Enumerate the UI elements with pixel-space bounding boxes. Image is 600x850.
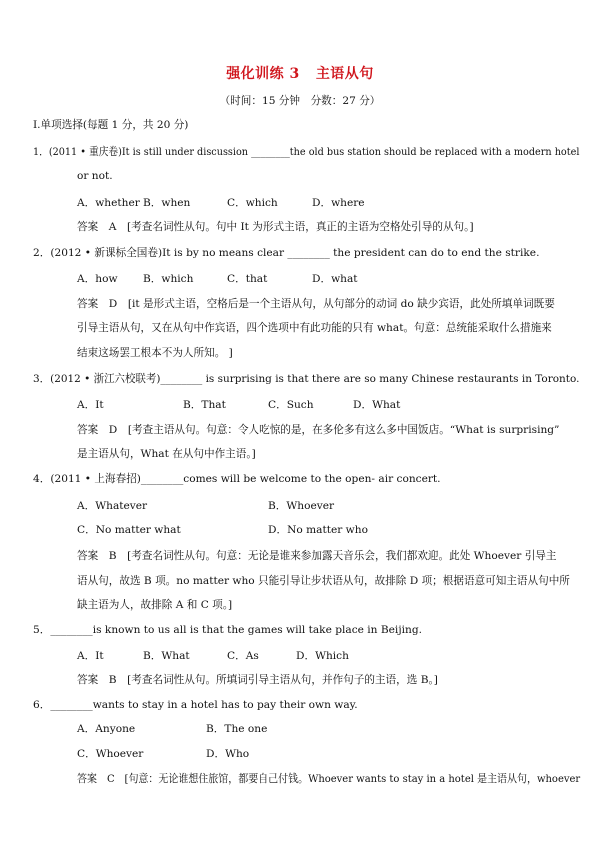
q6-stem-line-1: 6．________wants to stay in a hotel has to pay their own way. (33, 699, 358, 711)
q2-option-a: A．how (77, 273, 118, 285)
q1-option-d: D．where (312, 197, 365, 209)
q6-option-a: A．Anyone (77, 723, 136, 735)
q3-option-d: D．What (353, 399, 401, 411)
q5-stem-line-1: 5．________is known to us all is that the games will take place in Beijing. (33, 624, 422, 636)
q1-option-a: A．whether (77, 197, 140, 209)
q4-option-a: A．Whatever (77, 500, 148, 512)
q4-option-d: D．No matter who (268, 524, 368, 536)
q3-option-a: A．It (77, 399, 104, 411)
q6-option-c: C．Whoever (77, 748, 144, 760)
q3-option-c: C．Such (268, 399, 314, 411)
q2-answer-line-2: 引导主语从句，又在从句中作宾语，四个选项中有此功能的只有 what。句意：总统能采取什么措施来 (77, 322, 552, 334)
q6-answer-line-1: 答案 C [句意：无论谁想住旅馆，都要自己付钱。Whoever wants to stay in a hotel 是主语从句，whoever (77, 773, 581, 785)
title-part-2: 主语从句 (315, 66, 374, 82)
q5-option-a: A．It (77, 650, 104, 662)
q3-answer-line-1: 答案 D [考查主语从句。句意：令人吃惊的是，在多伦多有这么多中国饭店。“What is surprising” (77, 424, 560, 436)
q4-answer-line-2: 语从句，故选 B 项。no matter who 只能引导让步状语从句，故排除 D 项；根据语意可知主语从句中所 (77, 575, 570, 587)
q6-option-d: D．Who (206, 748, 250, 760)
q6-option-b: B．The one (206, 723, 268, 735)
page-subtitle: （时间：15 分钟 分数：27 分） (219, 95, 381, 107)
q3-answer-line-2: 是主语从句，What 在从句中作主语。] (77, 448, 256, 460)
q4-answer-line-3: 缺主语为人，故排除 A 和 C 项。] (77, 599, 233, 611)
q1-stem-line-2: or not. (77, 170, 113, 182)
q4-option-c: C．No matter what (77, 524, 181, 536)
q3-option-b: B．That (183, 399, 226, 411)
q2-answer-line-1: 答案 D [it 是形式主语，空格后是一个主语从句，从句部分的动词 do 缺少宾语，此处所填单词既要 (77, 298, 555, 310)
q4-stem-line-1: 4．(2011 • 上海春招)________comes will be welcome to the open- air concert. (33, 473, 441, 485)
q5-answer-line-1: 答案 B [考查名词性从句。所填词引导主语从句，并作句子的主语，选 B。] (77, 674, 438, 686)
q4-answer-line-1: 答案 B [考查名词性从句。句意：无论是谁来参加露天音乐会，我们都欢迎。此处 Whoever 引导主 (77, 550, 557, 562)
title-part-1: 强化训练 3 (226, 66, 300, 82)
q3-stem-line-1: 3．(2012 • 浙江六校联考)________ is surprising is that there are so many Chinese restaurants in Toronto. (33, 373, 580, 385)
q5-option-d: D．Which (296, 650, 349, 662)
q5-option-c: C．As (227, 650, 259, 662)
q1-stem-line-1: 1．(2011 • 重庆卷)It is still under discussion ________the old bus station should be replaced with a modern hotel (33, 146, 580, 158)
q1-option-c: C．which (227, 197, 278, 209)
q2-option-b: B．which (143, 273, 194, 285)
q2-stem-line-1: 2．(2012 • 新课标全国卷)It is by no means clear ________ the president can do to end the strike. (33, 247, 540, 259)
q4-option-b: B．Whoever (268, 500, 335, 512)
q5-option-b: B．What (143, 650, 190, 662)
q2-answer-line-3: 结束这场罢工根本不为人所知。 ] (77, 347, 233, 359)
q2-option-d: D．what (312, 273, 358, 285)
q2-option-c: C．that (227, 273, 268, 285)
q1-option-b: B．when (143, 197, 191, 209)
page-title (0, 63, 600, 83)
q1-answer-line-1: 答案 A [考查名词性从句。句中 It 为形式主语，真正的主语为空格处引导的从句。] (77, 221, 474, 233)
section-title: Ⅰ.单项选择(每题 1 分，共 20 分) (33, 119, 189, 131)
